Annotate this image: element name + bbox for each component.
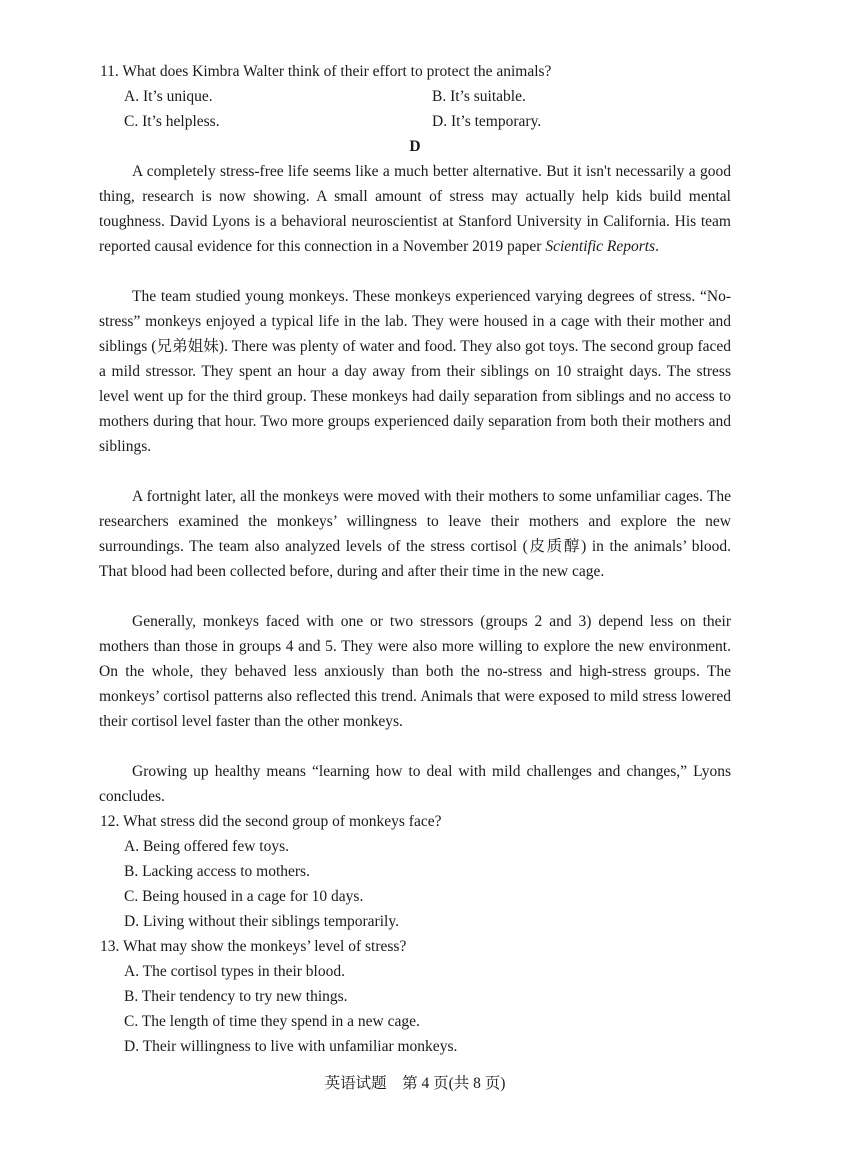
journal-title: Scientific Reports (545, 238, 656, 255)
question-11-option-d: D. It’s temporary. (432, 113, 542, 130)
passage-paragraph-2: The team studied young monkeys. These monkeys experienced varying degrees of stress. “No-stress” monkeys enjoyed a typical life in the lab. They were housed in a cage with their mother and siblings (兄弟姐妹). There was plenty of water and food. They also got toys. The second group faced a mild stressor. They spent an hour a day away from their siblings on 10 straight days. The stress level went up for the third group. These monkeys had daily separation from siblings and no access to mothers during that hour. Two more groups experienced daily separation from both their mothers and siblings. (99, 288, 731, 455)
passage-paragraph-4: Generally, monkeys faced with one or two stressors (groups 2 and 3) depend less on their mothers than those in groups 4 and 5. They were also more willing to explore the new environment. On the whole, they behaved less anxiously than both the no-stress and high-stress groups. The monkeys’ cortisol patterns also reflected this trend. Animals that were exposed to mild stress lowered their cortisol level faster than the other monkeys. (99, 613, 731, 730)
passage-paragraph-3: A fortnight later, all the monkeys were moved with their mothers to some unfamiliar cages. The researchers examined the monkeys’ willingness to leave their mothers and explore the new surroundings. The team also analyzed levels of the stress cortisol (皮质醇) in the animals’ blood. That blood had been collected before, during and after their time in the new cage. (99, 488, 731, 580)
passage-paragraph-5: Growing up healthy means “learning how to deal with mild challenges and changes,” Lyons concludes. (99, 763, 731, 805)
passage-paragraph-1 (99, 159, 731, 259)
question-13-option-b: B. Their tendency to try new things. (124, 988, 348, 1005)
question-13-option-d: D. Their willingness to live with unfamiliar monkeys. (124, 1038, 458, 1055)
question-13-option-c: C. The length of time they spend in a new cage. (124, 1013, 420, 1030)
question-11-option-c: C. It’s helpless. (124, 113, 220, 130)
question-11-option-a: A. It’s unique. (124, 88, 213, 105)
paragraph-1-text: A completely stress-free life seems like a much better alternative. But it isn't necessarily a good thing, research is now showing. A small amount of stress may actually help kids build mental toughness. David Lyons is a behavioral neuroscientist at Stanford University in California. His team reported causal evidence for this connection in a November 2019 paper (99, 163, 731, 255)
question-11-stem: 11. What does Kimbra Walter think of their effort to protect the animals? (100, 63, 552, 80)
question-12-option-b: B. Lacking access to mothers. (124, 863, 310, 880)
question-11-option-b: B. It’s suitable. (432, 88, 526, 105)
question-13-stem: 13. What may show the monkeys’ level of stress? (100, 938, 407, 955)
passage-heading: D (409, 138, 421, 155)
question-12-option-c: C. Being housed in a cage for 10 days. (124, 888, 364, 905)
question-13-option-a: A. The cortisol types in their blood. (124, 963, 345, 980)
question-12-stem: 12. What stress did the second group of monkeys face? (100, 813, 442, 830)
question-12-option-d: D. Living without their siblings temporarily. (124, 913, 399, 930)
page-footer: 英语试题 第 4 页(共 8 页) (324, 1075, 506, 1092)
paragraph-1-end: . (655, 238, 659, 255)
question-12-option-a: A. Being offered few toys. (124, 838, 290, 855)
